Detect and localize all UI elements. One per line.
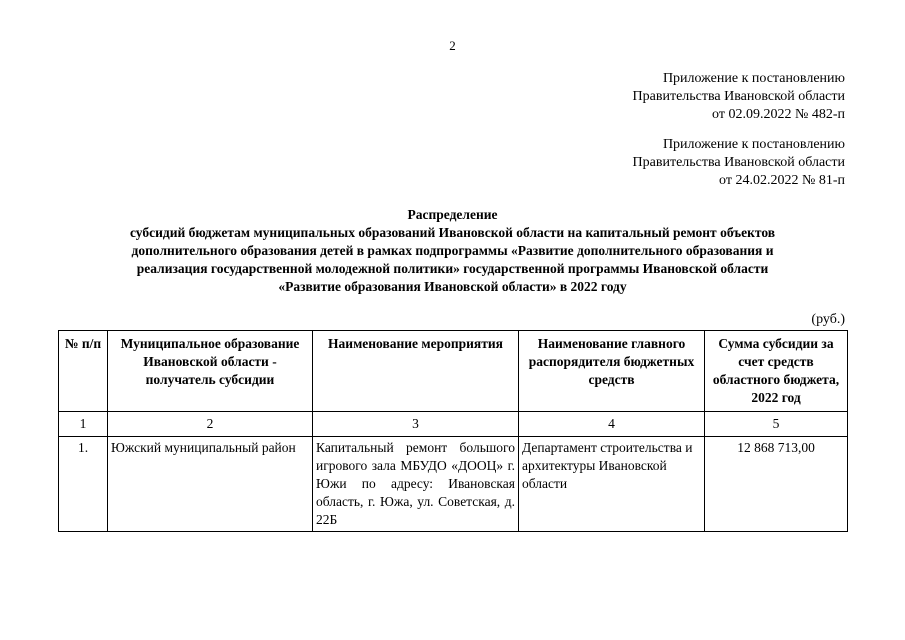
appendix-reference-current [633, 70, 845, 124]
row-number: 1. [59, 437, 108, 532]
title-line: субсидий бюджетам муниципальных образований Ивановской области на капитальный ремонт объектов [129, 225, 776, 240]
appendix-line: от 02.09.2022 № 482-п [712, 107, 845, 122]
row-municipality: Южский муниципальный район [108, 437, 313, 532]
column-number-row [59, 412, 848, 437]
appendix-line: от 24.02.2022 № 81-п [719, 173, 845, 188]
column-number: 2 [108, 412, 313, 437]
appendix-line: Правительства Ивановской области [632, 155, 845, 170]
column-number: 4 [519, 412, 705, 437]
title-line: дополнительного образования детей в рамках подпрограммы «Развитие дополнительного образования и [131, 243, 774, 258]
header-amount: Сумма субсидии за счет средств областного бюджета, 2022 год [705, 331, 848, 412]
header-administrator: Наименование главного распорядителя бюджетных средств [519, 331, 705, 412]
appendix-reference-original [633, 136, 845, 190]
table-row [59, 437, 848, 532]
header-municipality: Муниципальное образование Ивановской области - получатель субсидии [108, 331, 313, 412]
row-administrator: Департамент строительства и архитектуры Ивановской области [519, 437, 705, 532]
table-header-row [59, 331, 848, 412]
row-event: Капитальный ремонт большого игрового зала МБУДО «ДООЦ» г. Южи по адресу: Ивановская область, г. Южа, ул. Советская, д. 22Б [313, 437, 519, 532]
title-line: реализация государственной молодежной политики» государственной программы Ивановской области [136, 261, 769, 276]
title-heading: Распределение [407, 207, 498, 222]
appendix-line: Приложение к постановлению [662, 71, 845, 86]
title-line: «Развитие образования Ивановской области» в 2022 году [278, 279, 627, 294]
distribution-table [58, 330, 848, 532]
column-number: 3 [313, 412, 519, 437]
header-number: № п/п [59, 331, 108, 412]
column-number: 5 [705, 412, 848, 437]
appendix-line: Приложение к постановлению [662, 137, 845, 152]
header-event: Наименование мероприятия [313, 331, 519, 412]
row-amount: 12 868 713,00 [705, 437, 848, 532]
units-label: (руб.) [811, 312, 845, 327]
page-number: 2 [449, 38, 456, 53]
column-number: 1 [59, 412, 108, 437]
document-title [60, 206, 845, 296]
appendix-line: Правительства Ивановской области [632, 89, 845, 104]
